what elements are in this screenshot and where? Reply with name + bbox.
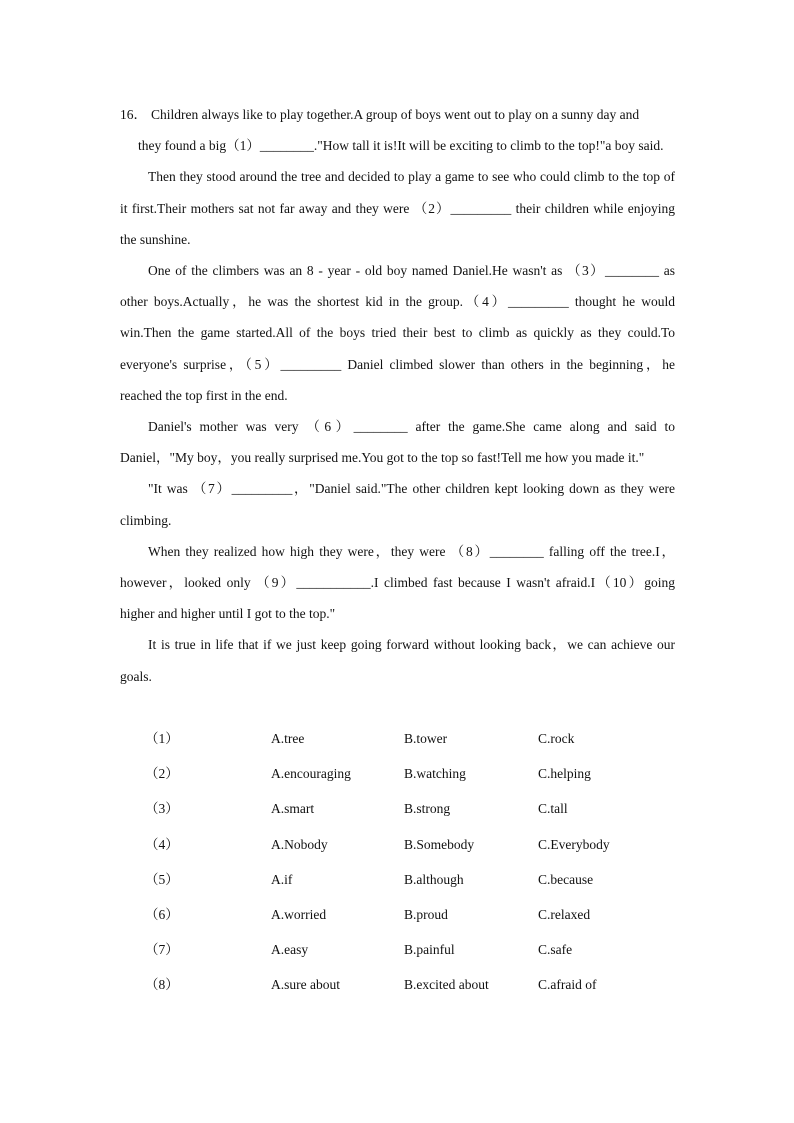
- option-a: A.tree: [271, 731, 305, 746]
- option-c: C.rock: [538, 731, 575, 746]
- option-row: [145, 827, 665, 862]
- option-number: （7）: [145, 942, 179, 958]
- option-c: C.Everybody: [538, 836, 610, 852]
- option-b: B.strong: [404, 801, 451, 817]
- option-row: [145, 862, 665, 897]
- option-c: C.afraid of: [538, 977, 597, 993]
- option-b: B.although: [404, 871, 464, 887]
- option-row: [145, 756, 665, 791]
- option-number: （6）: [145, 906, 179, 922]
- option-c: C.helping: [538, 766, 591, 782]
- passage-paragraph-4: Daniel's mother was very （6）________ after the game.She came along and said to Daniel，"My boy，you really surprised me.You got to the top so fast!Tell me how you made it.": [120, 419, 675, 466]
- passage-paragraph-2: Then they stood around the tree and decided to play a game to see who could climb to the top of it first.Their mothers sat not far away and they were （2）_________ their children while enjoying the sunshine.: [120, 169, 675, 247]
- option-a: A.sure about: [271, 977, 340, 993]
- option-b: B.proud: [404, 906, 448, 922]
- passage-text-1: Children always like to play together.A group of boys went out to play on a sunny day and: [151, 107, 640, 122]
- passage-paragraph-7: It is true in life that if we just keep going forward without looking back，we can achieve our goals.: [120, 637, 675, 684]
- option-a: A.if: [271, 871, 293, 887]
- option-a: A.worried: [271, 906, 327, 922]
- option-a: A.encouraging: [271, 766, 351, 782]
- passage-line-1: [120, 99, 675, 130]
- option-a: A.Nobody: [271, 836, 328, 852]
- option-c: C.safe: [538, 942, 573, 958]
- option-number: （1）: [145, 731, 179, 746]
- option-number: （5）: [145, 871, 179, 887]
- passage-paragraph-3: One of the climbers was an 8 - year - old boy named Daniel.He wasn't as （3）________ as other boys.Actually，he was the shortest kid in the group.（4）_________ thought he would win.Then the game started.All of the boys tried their best to climb as quickly as they could.To everyone's surprise，（5）_________ Daniel climbed slower than others in the beginning，he reached the top first in the end.: [120, 263, 675, 403]
- passage-paragraph-5: "It was （7）_________，"Daniel said."The other children kept looking down as they were climbing.: [120, 481, 675, 528]
- option-number: （8）: [145, 977, 179, 993]
- option-row: [145, 967, 665, 1002]
- cloze-passage: [120, 99, 675, 692]
- option-c: C.relaxed: [538, 906, 591, 922]
- option-b: B.watching: [404, 766, 466, 782]
- passage-line-2: they found a big（1）________."How tall it is!It will be exciting to climb to the top!"a boy said.: [138, 138, 664, 154]
- passage-paragraph-6: When they realized how high they were，they were （8）________ falling off the tree.I，however，looked only （9）___________.I climbed fast because I wasn't afraid.I（10）going higher and higher until I got to the top.": [120, 543, 675, 622]
- option-row: [145, 897, 665, 932]
- option-a: A.easy: [271, 942, 309, 958]
- option-row: [145, 721, 665, 756]
- option-number: （3）: [145, 801, 179, 817]
- option-b: B.excited about: [404, 977, 489, 993]
- option-c: C.tall: [538, 801, 568, 817]
- option-number: （2）: [145, 766, 179, 782]
- question-number: 16．: [120, 107, 147, 122]
- option-row: [145, 791, 665, 826]
- option-b: B.painful: [404, 942, 455, 958]
- option-a: A.smart: [271, 801, 315, 817]
- option-number: （4）: [145, 836, 179, 852]
- answer-options-table: [145, 721, 665, 1003]
- option-c: C.because: [538, 871, 594, 887]
- option-b: B.tower: [404, 731, 448, 746]
- option-row: [145, 932, 665, 967]
- option-b: B.Somebody: [404, 836, 475, 852]
